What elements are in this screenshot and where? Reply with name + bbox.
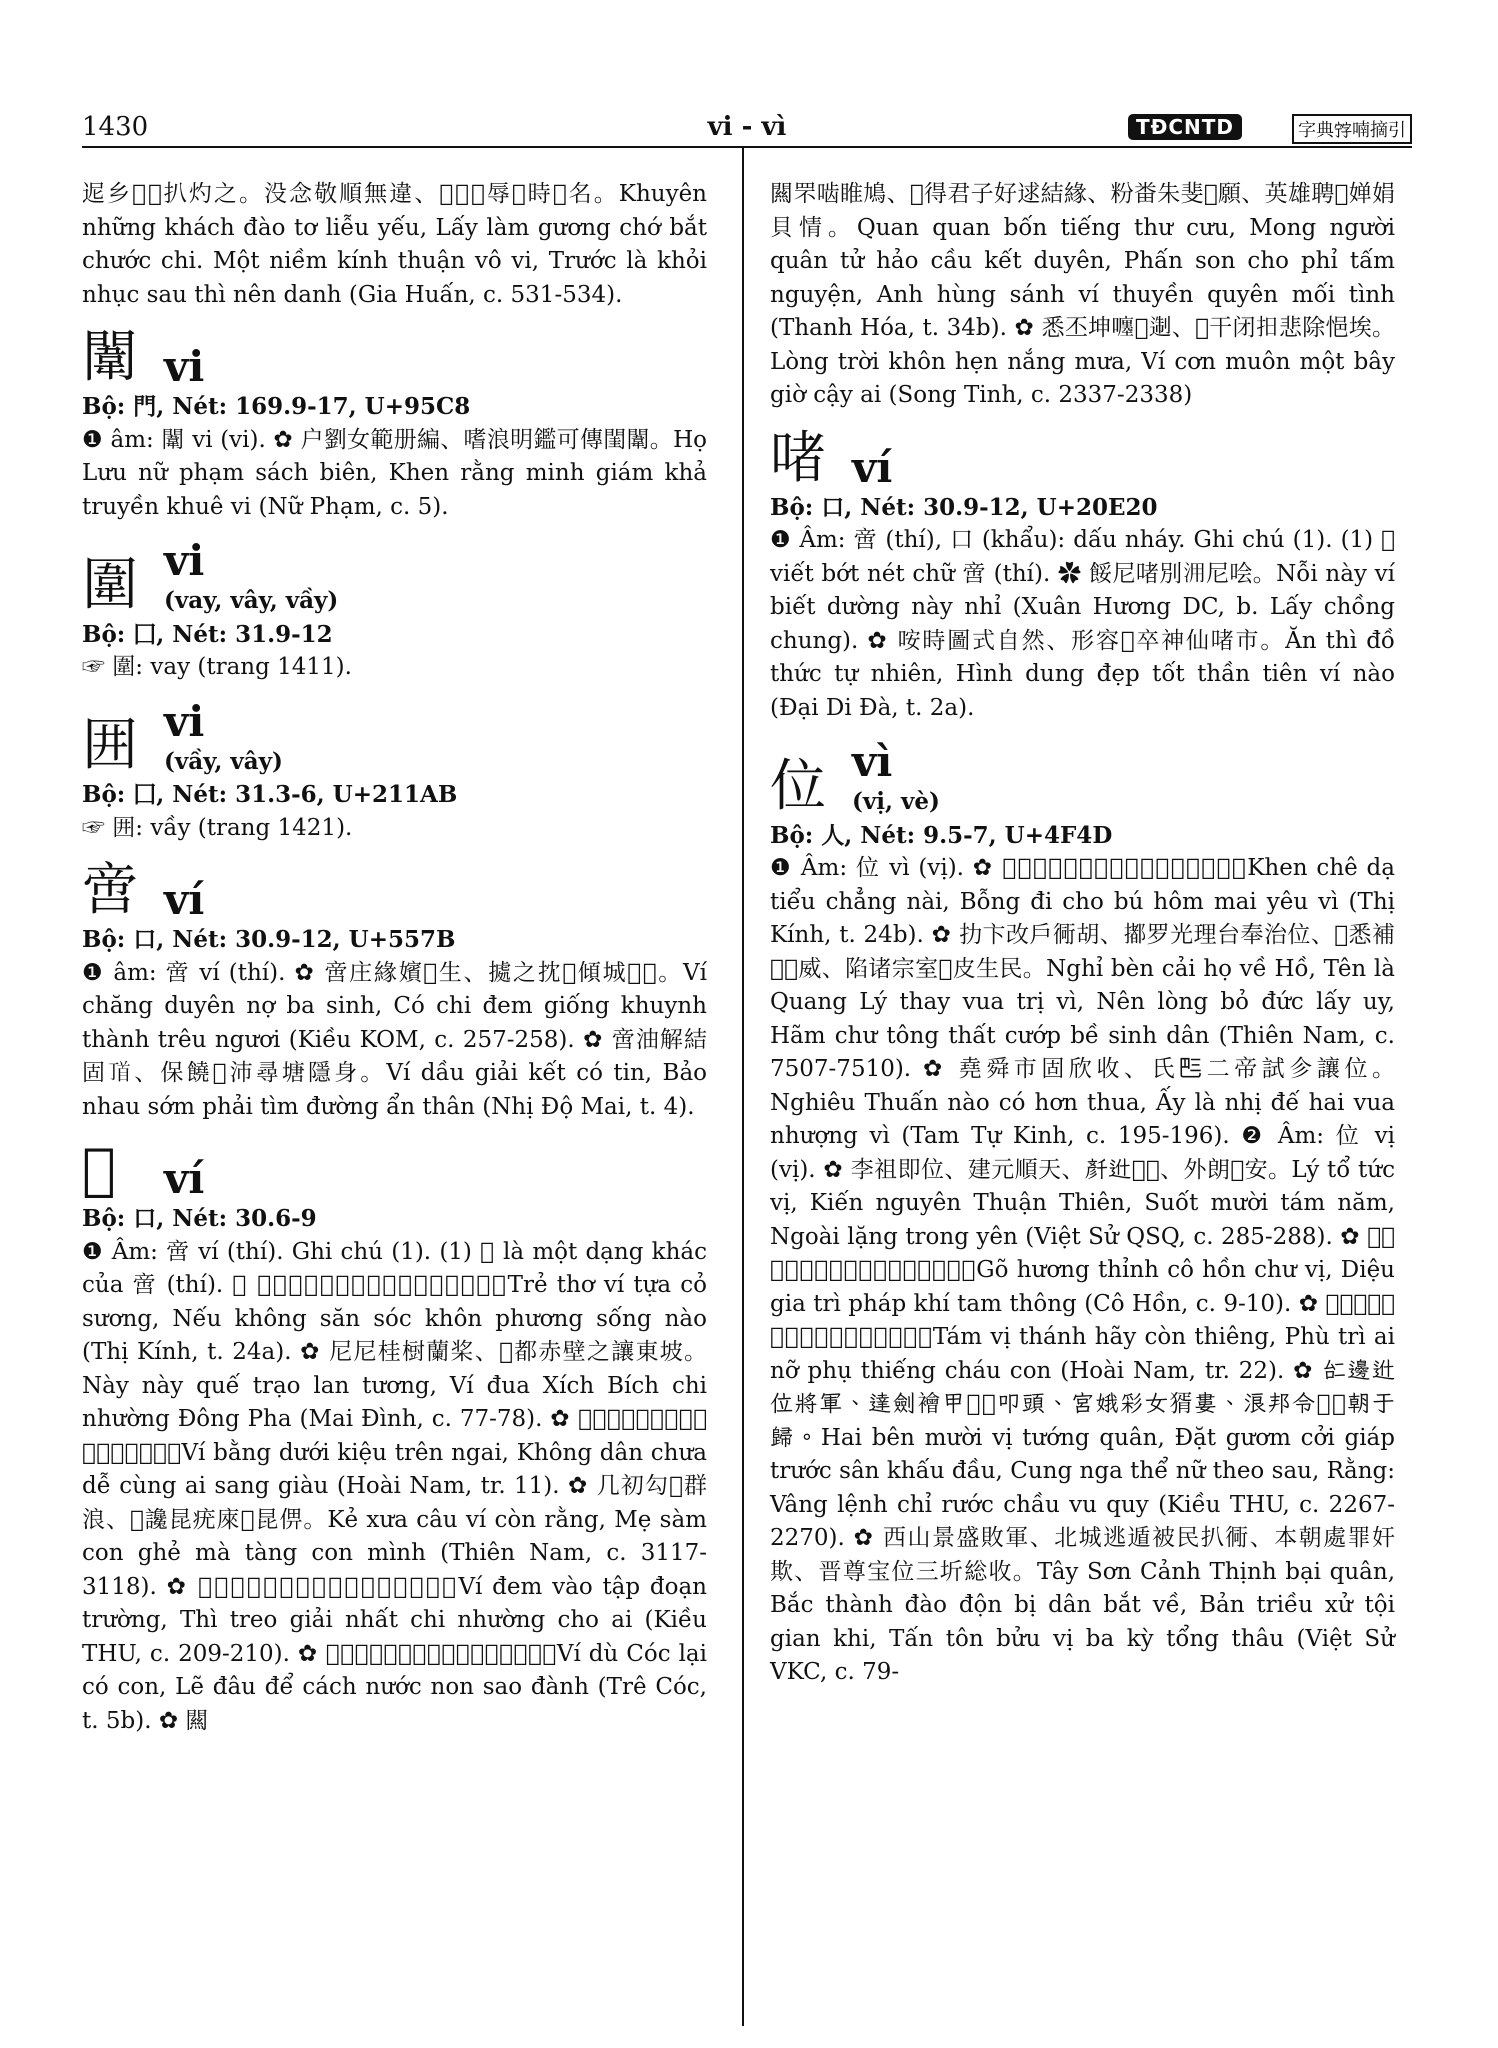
left-column <box>82 178 707 1738</box>
entry-head <box>82 859 707 923</box>
headword: ví <box>852 442 893 492</box>
entry-body: ❶ Âm: 啻 (thí), 口 (khẩu): dấu nháy. Ghi chú (1). (1) 𠾕 viết bớt nét chữ 啻 (thí). ✿ 餒尼啫別𣳔尼哙。Nỗi này ví biết dường này nhỉ (Xuân Hương DC, b. Lấy chồng chung). ✿ 咹時圖式自然、形容𦋦卒神仙啫市。Ăn thì đồ thức tự nhiên, Hình dung đẹp tốt thần tiên ví nào (Đại Di Đà, t. 2a). <box>770 527 1395 721</box>
entry-head <box>770 427 1395 491</box>
entry-character: 位 <box>770 753 826 819</box>
entry <box>770 427 1395 726</box>
entry-head <box>82 1138 707 1202</box>
entry-body: ❶ Âm: 啻 ví (thí). Ghi chú (1). (1) 𠾕 là một dạng khác của 啻 (thí). ✿ 𡮣𨅉𠾕似䩸霜、𡗶空𤞺朔坤方𣅶巿。Trẻ thơ ví tựa cỏ sương, Nếu không săn sóc khôn phương sống nào (Thị Kính, t. 24a). ✿ 尼尼桂𣗳蘭桨、𠾕都赤壁之讓東坡。Này này quế trạo lan tương, Ví đua Xích Bích chi nhường Đông Pha (Mai Đình, c. 77-78). ✿ 𠾕朋𨋣轎𨖅鎧、空民渚易窮埃𣋚𣋚。Ví bằng dưới kiệu trên ngai, Không dân chưa dễ cùng ai sang giàu (Hoài Nam, tr. 11). ✿ 几初勾𠾕群浪、𡟨讒昆疣庲𠴗昆㑭。Kẻ xưa câu ví còn rằng, Mẹ sàm con ghẻ mà tàng con mình (Thiên Nam, c. 3117-3118). ✿ 𠾕宊𠈗集斷腸、時撩𢄂壹之讓朱埃。Ví đem vào tập đoạn trường, Thì treo giải nhất chi nhường cho ai (Kiều THU, c. 209-210). ✿ 𠾕油蛤吏固𡥵、𥗐𡉦底格渃嫩牢停。Ví dù Cóc lại có con, Lẽ đâu để cách nước non sao đành (Trê Cóc, t. 5b). ✿ 闗 <box>82 1238 707 1734</box>
entry-meta: Bộ: 門, Nét: 169.9-17, U+95C8 <box>82 393 471 420</box>
headword: ví <box>164 1154 205 1203</box>
headword: ví <box>164 875 205 924</box>
entry-character: 闈 <box>82 325 138 390</box>
entry <box>82 326 707 524</box>
continued-text: 迡乡𠤆𦈣扒灼之。没念敬順無違、𧳱𠺙𡌿辱𣦍時𣋚名。Khuyên những khách đào tơ liễu yếu, Lấy làm gương chớ bắt chước chi. Một niềm kính thuận vô vi, Trước là khỏi nhục sau thì nên danh (Gia Huấn, c. 531-534). <box>82 181 707 308</box>
continued-text: 闗罘啮睢鳩、𢜠得君子好逑結緣、粉畨朱斐𦛌願、英雄聘𠾕婵娟貝情。Quan quan bốn tiếng thư cưu, Mong người quân tử hảo cầu kết duyên, Phấn son cho phỉ tấm nguyện, Anh hùng sánh ví thuyền quyên mối tình (Thanh Hóa, t. 34b). ✿ 悉丕坤𡃚𠱋𨔈、𠾕干闭𢪏悲除悒埃。Lòng trời khôn hẹn nắng mưa, Ví cơn muôn một bây giờ cậy ai (Song Tinh, c. 2337-2338) <box>770 181 1395 408</box>
entry <box>82 859 707 1124</box>
entry-character: 啫 <box>770 425 826 491</box>
entry-head <box>82 696 707 779</box>
entry-meta: Bộ: 口, Nét: 30.9-12, U+557B <box>82 926 456 953</box>
entry-body: ❶ âm: 闈 vi (vi). ✿ 户劉女範册編、嗜浪明鑑可傳閨闈。Họ Lưu nữ phạm sách biên, Khen rằng minh giám khả truyền khuê vi (Nữ Phạm, c. 5). <box>82 426 707 520</box>
running-head: vi - vì <box>707 112 787 142</box>
alternate-readings: (vị, vè) <box>852 788 940 815</box>
header-rule <box>82 146 1412 148</box>
entry-head <box>770 739 1395 819</box>
entry-character: 圍 <box>82 552 138 618</box>
entry-body: ❶ âm: 啻 ví (thí). ✿ 啻庄緣嬪𢀭生、㨿之抌𩞄傾城𠿃𥇓。Ví chăng duyên nợ ba sinh, Có chi đem giống khuynh thành trêu ngươi (Kiều KOM, c. 257-258). ✿ 啻油解結固𩠑、保饒𤈜沛尋塘隱身。Ví dầu giải kết có tin, Bảo nhau sớm phải tìm đường ẩn thân (Nhị Độ Mai, t. 4). <box>82 959 707 1120</box>
entry-head <box>82 326 707 390</box>
entry-head <box>82 538 707 618</box>
alternate-readings: (vầy, vây) <box>164 747 283 775</box>
alternate-readings: (vay, vây, vầy) <box>164 587 339 614</box>
entry-character: 𠾕 <box>82 1137 116 1202</box>
tdcntd-logo: TĐCNTD <box>1128 114 1242 140</box>
entry-character: 囲 <box>82 713 138 778</box>
entry-body: ☞ 囲: vầy (trang 1421). <box>82 814 353 841</box>
entry <box>770 739 1395 1690</box>
entry-meta: Bộ: 人, Nét: 9.5-7, U+4F4D <box>770 821 1113 849</box>
han-logo: 字典𡨸喃摘引 <box>1292 114 1412 144</box>
entry <box>82 538 707 685</box>
headword: vi <box>164 536 205 585</box>
entry-meta: Bộ: 囗, Nét: 31.3-6, U+211AB <box>82 781 458 808</box>
entry-body: ❶ Âm: 位 vì (vị). ✿ 𠯇吱𦛌小庄奈、蓬𠦳朱哺歆埋夭位。Khen chê dạ tiểu chẳng nài, Bỗng đi cho bú hôm mai yêu vì (Thị Kính, t. 24b). ✿ 扐卞改戶衕胡、𢵋罗光理台奉治位、𣋚悉補𠊚𠬠威、陷诸宗室𠫾皮生民。Nghỉ bèn cải họ về Hồ, Tên là Quang Lý thay vua trị vì, Nên lòng bỏ đức lấy uy, Hãm chư tông thất cướp bề sinh dân (Thiên Nam, c. 7507-7510). ✿ 堯舜市固欣收、氏𠀧二帝試㐱讓位。Nghiêu Thuấn nào có hơn thua, Ấy là nhị đế hai vua nhượng vì (Tam Tự Kinh, c. 195-196). ❷ Âm: 位 vị (vị). ✿ 李祖即位、建元順天、𠦳𨑮𢆥𢆥、外朗𤂬安。Lý tổ tức vị, Kiến nguyên Thuận Thiên, Suốt mười tám năm, Ngoài lặng trong yên (Việt Sử QSQ, c. 285-288). ✿ 𢭮香請孤魂諸位、妙加持法器三通。Gõ hương thỉnh cô hồn chư vị, Diệu gia trì pháp khí tam thông (Cô Hồn, c. 9-10). ✿ 𢬣位聖𠱊𦦰𡡇、扶持埃妄負成招昆。Tám vị thánh hãy còn thiêng, Phù trì ai nỡ phụ thiếng cháu con (Hoài Nam, tr. 22). ✿ 𠄩邊𨑮位將軍、達劍襘甲𨖅𡎦叩頭、宮娥彩女𤟠婁、浪邦令𠳨𨖅朝于歸。Hai bên mười vị tướng quân, Đặt gươm cởi giáp trước sân khấu đầu, Cung nga thể nữ theo sau, Rằng: Vâng lệnh chỉ rước chầu vu quy (Kiều THU, c. 2267-2270). ✿ 西山景盛敗軍、北城逃遁被民扒衕、本朝處罪奸欺、晋尊宝位三圻総收。Tây Sơn Cảnh Thịnh bại quân, Bắc thành đào độn bị dân bắt về, Bản triều xử tội gian khi, Tấn tôn bửu vị ba kỳ tổng thâu (Việt Sử VKC, c. 79- <box>770 855 1395 1685</box>
entry-meta: Bộ: 囗, Nét: 31.9-12 <box>82 620 333 648</box>
right-column <box>770 178 1395 1690</box>
headword: vi <box>164 342 205 391</box>
column-divider <box>742 148 744 2026</box>
entry-body: ☞ 圍: vay (trang 1411). <box>82 654 352 680</box>
page-number: 1430 <box>82 112 149 142</box>
entry <box>82 1138 707 1738</box>
entry-character: 啻 <box>82 858 138 923</box>
headword: vi <box>164 696 205 746</box>
entry <box>82 696 707 846</box>
entry-meta: Bộ: 口, Nét: 30.6-9 <box>82 1205 317 1232</box>
headword: vì <box>852 737 893 786</box>
entry-meta: Bộ: 口, Nét: 30.9-12, U+20E20 <box>770 493 1158 521</box>
